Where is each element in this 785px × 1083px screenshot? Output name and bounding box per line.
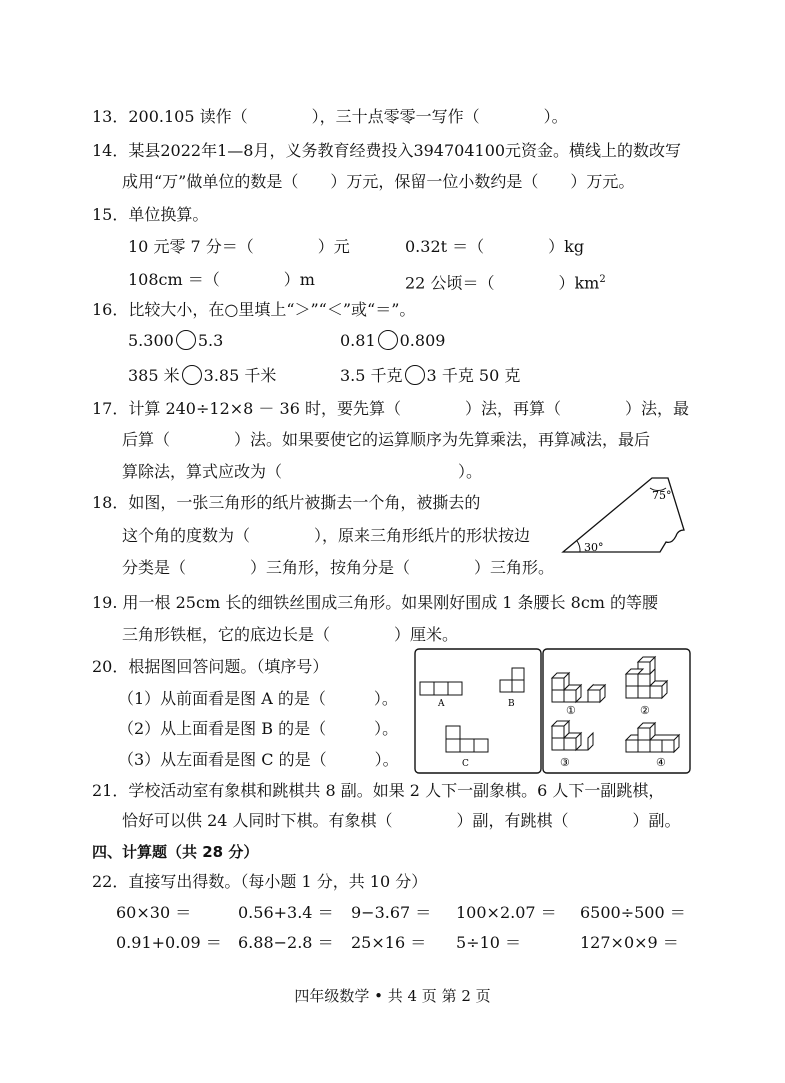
question-14-line-2: 成用“万”做单位的数是（ ）万元，保留一位小数约是（ ）万元。 xyxy=(122,172,635,191)
torn-triangle-figure xyxy=(560,470,690,565)
compare-right: 3 千克 50 克 xyxy=(426,366,521,385)
question-16-d xyxy=(340,365,520,387)
compare-left: 0.81 xyxy=(340,331,376,350)
question-20-1: （1）从前面看是图 A 的是（ ）。 xyxy=(118,689,398,708)
angle-arc-left xyxy=(577,541,580,552)
compare-right: 3.85 千米 xyxy=(203,366,277,385)
question-14-line-1: 14．某县2022年1—8月，义务教育经费投入394704100元资金。横线上的数改写 xyxy=(92,141,682,160)
question-17-line-2: 后算（ ）法。如果要使它的运算顺序为先算乘法，再算减法，最后 xyxy=(122,430,651,449)
compare-circle[interactable] xyxy=(176,330,196,350)
compare-left: 385 米 xyxy=(128,366,180,385)
question-20-3: （3）从左面看是图 C 的是（ ）。 xyxy=(118,750,399,769)
calc-item: 6.88−2.8 ＝ xyxy=(238,933,334,952)
compare-circle[interactable] xyxy=(378,330,398,350)
calc-item: 0.56+3.4 ＝ xyxy=(238,903,334,922)
question-21-line-1: 21．学校活动室有象棋和跳棋共 8 副。如果 2 人下一副象棋。6 人下一副跳棋， xyxy=(92,781,665,800)
question-16-c xyxy=(128,365,276,387)
section-4-heading: 四、计算题（共 28 分） xyxy=(92,843,259,861)
compare-circle[interactable] xyxy=(182,365,202,385)
calc-item: 100×2.07 ＝ xyxy=(456,903,557,922)
page-footer: 四年级数学 • 共 4 页 第 2 页 xyxy=(294,987,491,1005)
question-16-a xyxy=(128,330,223,352)
view-a-label: A xyxy=(438,699,445,709)
angle-label-top: 75° xyxy=(652,489,672,502)
question-17-line-3: 算除法，算式应改为（ ）。 xyxy=(122,462,483,481)
compare-left: 3.5 千克 xyxy=(340,366,403,385)
cube-stack-2 xyxy=(626,657,667,698)
question-19-line-1: 19. 用一根 25cm 长的细铁丝围成三角形。如果刚好围成 1 条腰长 8cm 的等腰 xyxy=(92,593,659,612)
figure-label-3: ③ xyxy=(560,756,570,769)
question-19-line-2: 三角形铁框，它的底边长是（ ）厘米。 xyxy=(122,625,459,644)
view-a-shape xyxy=(420,682,462,695)
cube-stack-1 xyxy=(552,673,605,702)
question-15-d-text: 22 公顷＝（ ）km xyxy=(405,273,600,293)
views-figure xyxy=(414,648,692,774)
question-17-line-1: 17．计算 240÷12×8 － 36 时，要先算（ ）法，再算（ ）法，最 xyxy=(92,399,689,418)
calc-item: 0.91+0.09 ＝ xyxy=(116,933,222,952)
question-22: 22．直接写出得数。（每小题 1 分，共 10 分） xyxy=(92,872,428,891)
question-15-c: 108cm ＝（ ）m xyxy=(128,270,315,289)
compare-right: 0.809 xyxy=(399,331,446,350)
question-15: 15．单位换算。 xyxy=(92,205,209,224)
question-15-d-superscript: 2 xyxy=(599,274,606,285)
figure-label-1: ① xyxy=(566,704,576,717)
calc-item: 60×30 ＝ xyxy=(116,903,192,922)
view-c-shape xyxy=(446,726,488,752)
question-20-2: （2）从上面看是图 B 的是（ ）。 xyxy=(118,719,399,738)
view-b-shape xyxy=(500,668,524,692)
calc-item: 25×16 ＝ xyxy=(351,933,427,952)
question-15-b: 0.32t ＝（ ）kg xyxy=(405,237,585,256)
question-15-a: 10 元零 7 分＝（ ）元 xyxy=(128,237,350,256)
question-20: 20．根据图回答问题。（填序号） xyxy=(92,657,329,676)
compare-left: 5.300 xyxy=(128,331,174,350)
question-16: 16．比较大小，在○里填上“＞”“＜”或“＝”。 xyxy=(92,300,416,319)
question-21-line-2: 恰好可以供 24 人同时下棋。有象棋（ ）副，有跳棋（ ）副。 xyxy=(122,811,681,830)
figure-label-4: ④ xyxy=(656,756,666,769)
question-18-line-3: 分类是（ ）三角形，按角分是（ ）三角形。 xyxy=(122,558,555,577)
question-13: 13．200.105 读作（ ），三十点零零一写作（ ）。 xyxy=(92,107,568,126)
angle-label-left: 30° xyxy=(584,541,604,554)
calc-item: 6500÷500 ＝ xyxy=(580,903,686,922)
question-18-line-1: 18．如图，一张三角形的纸片被撕去一个角，被撕去的 xyxy=(92,493,481,512)
question-18-line-2: 这个角的度数为（ ），原来三角形纸片的形状按边 xyxy=(122,526,531,545)
figure-label-2: ② xyxy=(640,704,650,717)
calc-item: 9−3.67 ＝ xyxy=(351,903,432,922)
calc-item: 127×0×9 ＝ xyxy=(580,933,679,952)
compare-right: 5.3 xyxy=(197,331,224,350)
cube-stack-3 xyxy=(552,721,593,750)
compare-circle[interactable] xyxy=(405,365,425,385)
cube-stack-4 xyxy=(626,723,679,752)
view-c-label: C xyxy=(462,759,469,769)
question-16-b xyxy=(340,330,445,352)
view-b-label: B xyxy=(508,699,515,709)
calc-item: 5÷10 ＝ xyxy=(456,933,522,952)
question-15-d xyxy=(405,269,606,294)
